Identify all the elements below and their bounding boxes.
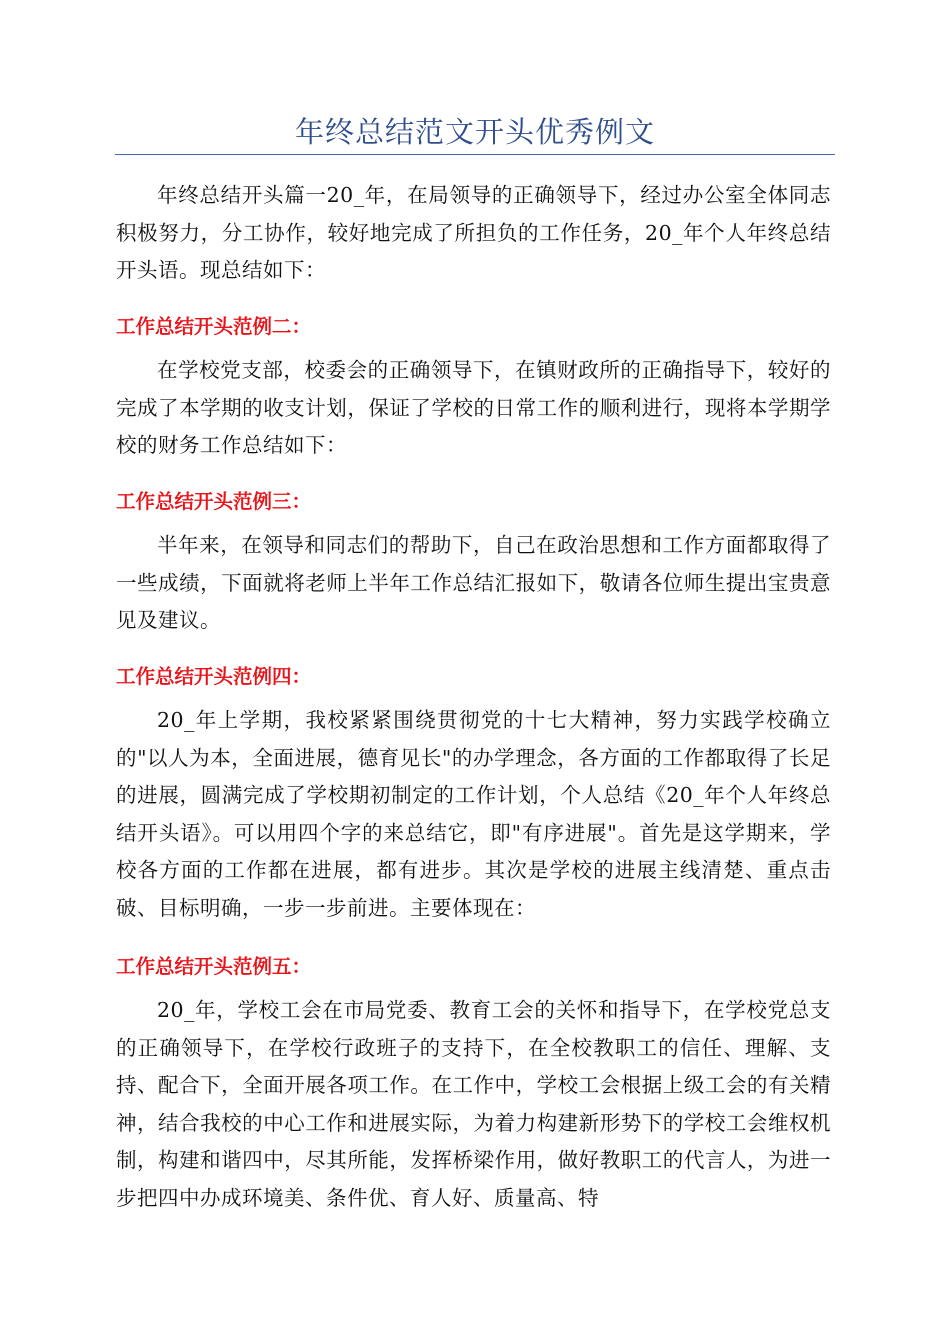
paragraph-3: 半年来，在领导和同志们的帮助下，自己在政治思想和工作方面都取得了一些成绩，下面就将老师上半年工作总结汇报如下，敬请各位师生提出宝贵意见及建议。: [116, 533, 831, 632]
paragraph-2: 在学校党支部，校委会的正确领导下，在镇财政所的正确指导下，较好的完成了本学期的收支计划，保证了学校的日常工作的顺利进行，现将本学期学校的财务工作总结如下：: [116, 358, 831, 457]
title-underline: [115, 154, 835, 155]
heading-example-5: 工作总结开头范例五：: [116, 955, 312, 978]
paragraph-5: 20_年，学校工会在市局党委、教育工会的关怀和指导下，在学校党总支的正确领导下，在学校行政班子的支持下，在全校教职工的信任、理解、支持、配合下，全面开展各项工作。在工作中，学校工会根据上级工会的有关精神，结合我校的中心工作和进展实际，为着力构建新形势下的学校工会维权机制，构建和谐四中，尽其所能，发挥桥梁作用，做好教职工的代言人，为进一步把四中办成环境美、条件优、育人好、质量高、特: [116, 998, 831, 1210]
paragraph-1: 年终总结开头篇一20_年，在局领导的正确领导下，经过办公室全体同志积极努力，分工协作，较好地完成了所担负的工作任务，20_年个人年终总结开头语。现总结如下：: [116, 183, 831, 282]
document-title: 年终总结范文开头优秀例文: [294, 115, 655, 149]
paragraph-4: 20_年上学期，我校紧紧围绕贯彻党的十七大精神，努力实践学校确立的"以人为本，全面进展，德育见长"的办学理念，各方面的工作都取得了长足的进展，圆满完成了学校期初制定的工作计划，个人总结《20_年个人年终总结开头语》。可以用四个字的来总结它，即"有序进展"。首先是这学期来，学校各方面的工作都在进展，都有进步。其次是学校的进展主线清楚、重点击破、目标明确，一步一步前进。主要体现在：: [116, 708, 831, 920]
heading-example-2: 工作总结开头范例二：: [116, 315, 312, 338]
heading-example-3: 工作总结开头范例三：: [116, 490, 312, 513]
heading-example-4: 工作总结开头范例四：: [116, 665, 312, 688]
